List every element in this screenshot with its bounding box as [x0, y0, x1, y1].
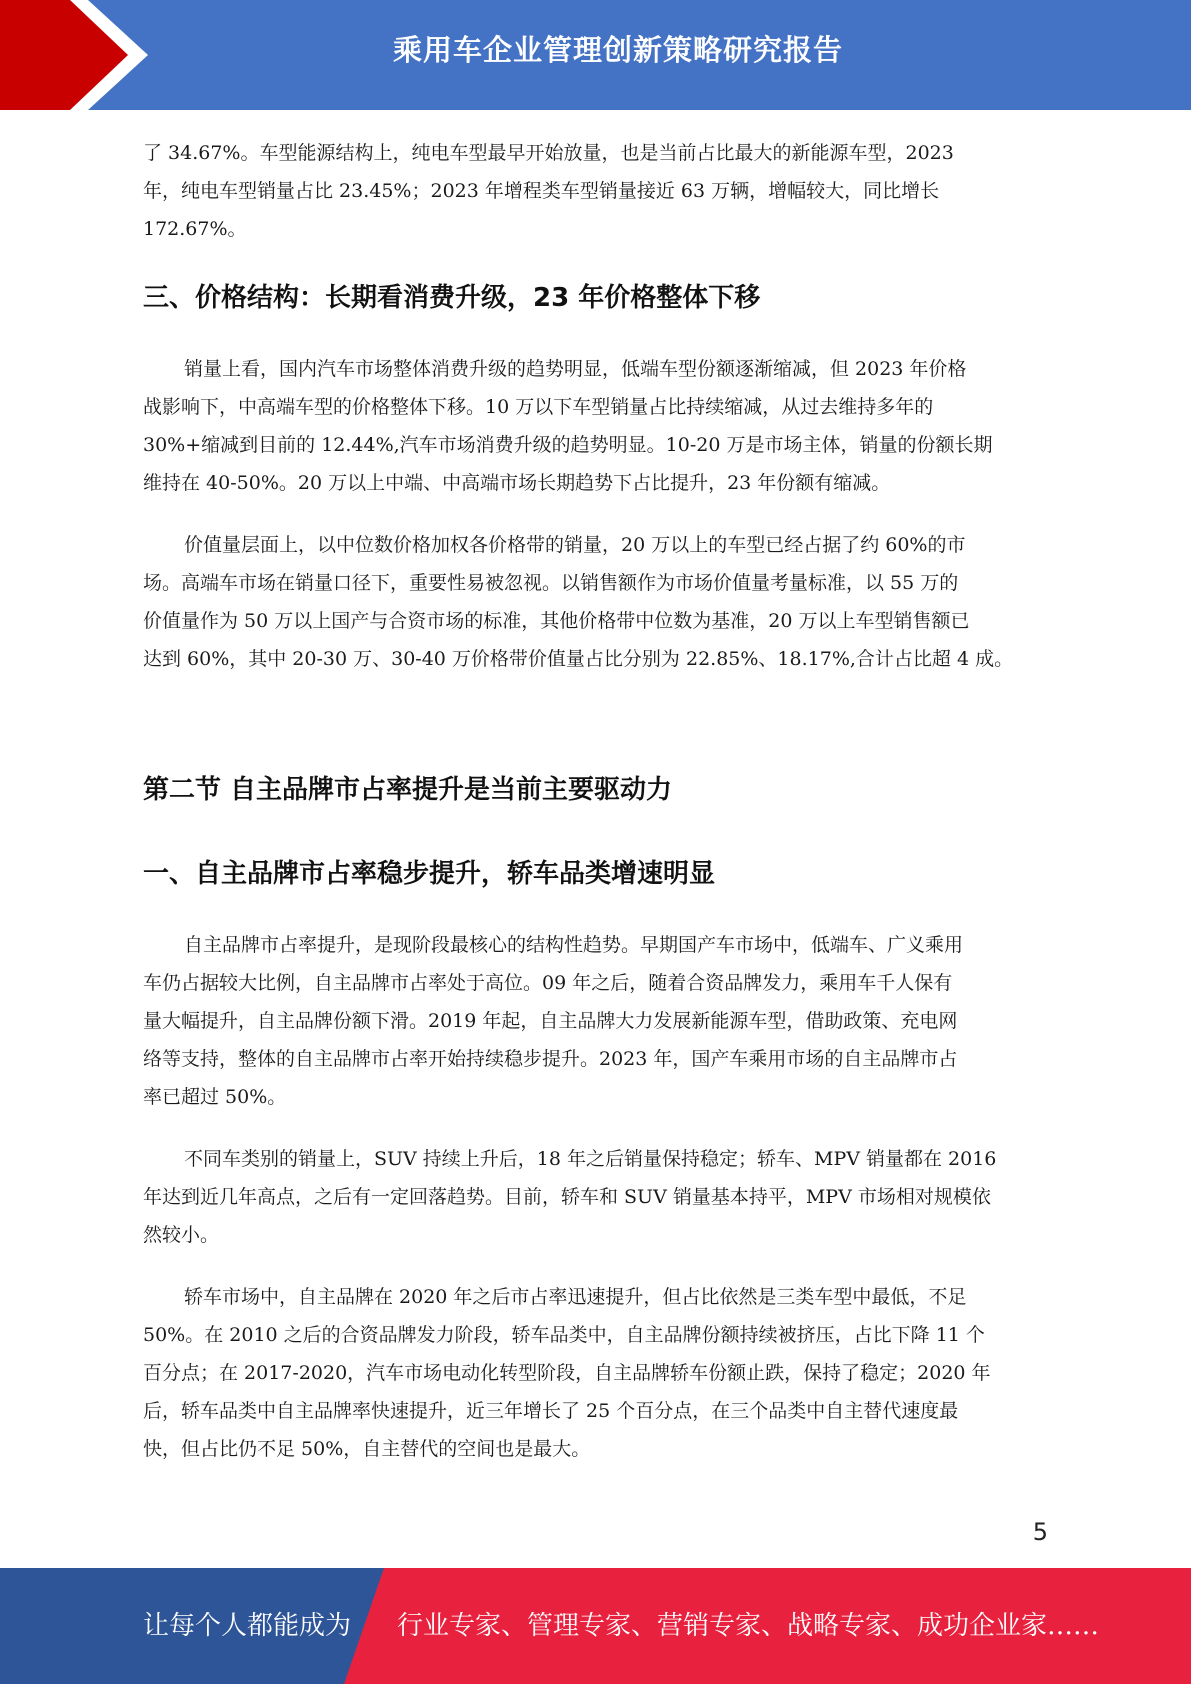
text-line: 络等支持，整体的自主品牌市占率开始持续稳步提升。2023 年，国产车乘用市场的自主品牌市占 — [143, 1048, 958, 1070]
text-line: 不同车类别的销量上，SUV 持续上升后，18 年之后销量保持稳定；轿车、MPV 销量都在 2016 — [184, 1148, 997, 1170]
text-line: 快，但占比仍不足 50%，自主替代的空间也是最大。 — [143, 1438, 591, 1460]
footer-slogan-right: 行业专家、管理专家、营销专家、战略专家、成功企业家…… — [397, 1611, 1100, 1641]
text-line: 战影响下，中高端车型的价格整体下移。10 万以下车型销量占比持续缩减，从过去维持多年的 — [143, 396, 934, 418]
text-line: 百分点；在 2017-2020，汽车市场电动化转型阶段，自主品牌轿车份额止跌，保持了稳定；2020 年 — [143, 1362, 991, 1384]
text-line: 年，纯电车型销量占比 23.45%；2023 年增程类车型销量接近 63 万辆，增幅较大，同比增长 — [143, 180, 940, 202]
text-line: 维持在 40-50%。20 万以上中端、中高端市场长期趋势下占比提升，23 年份额有缩减。 — [143, 472, 891, 494]
text-line: 率已超过 50%。 — [143, 1086, 287, 1108]
text-line: 172.67%。 — [143, 218, 247, 240]
price-paragraph-2 — [143, 526, 1048, 678]
text-line: 然较小。 — [143, 1224, 220, 1246]
text-line: 后，轿车品类中自主品牌率快速提升，近三年增长了 25 个百分点，在三个品类中自主替代速度最 — [143, 1400, 959, 1422]
text-line: 年达到近几年高点，之后有一定回落趋势。目前，轿车和 SUV 销量基本持平，MPV 市场相对规模依 — [143, 1186, 991, 1208]
text-line: 价值量作为 50 万以上国产与合资市场的标准，其他价格带中位数为基准，20 万以上车型销售额已 — [143, 610, 970, 632]
text-line: 轿车市场中，自主品牌在 2020 年之后市占率迅速提升，但占比依然是三类车型中最低，不足 — [184, 1286, 967, 1308]
heading-section-2: 第二节 自主品牌市占率提升是当前主要驱动力 — [143, 775, 673, 805]
document-title: 乘用车企业管理创新策略研究报告 — [392, 33, 843, 67]
brand-paragraph-3 — [143, 1278, 1048, 1468]
text-line: 30%+缩减到目前的 12.44%,汽车市场消费升级的趋势明显。10-20 万是市场主体，销量的份额长期 — [143, 434, 993, 456]
heading-brand-share: 一、自主品牌市占率稳步提升，轿车品类增速明显 — [143, 859, 716, 889]
heading-price-structure: 三、价格结构：长期看消费升级，23 年价格整体下移 — [143, 283, 761, 313]
text-line: 车仍占据较大比例，自主品牌市占率处于高位。09 年之后，随着合资品牌发力，乘用车千人保有 — [143, 972, 953, 994]
page-content — [143, 134, 1048, 1468]
text-line: 50%。在 2010 之后的合资品牌发力阶段，轿车品类中，自主品牌份额持续被挤压，占比下降 11 个 — [143, 1324, 985, 1346]
price-paragraph-1 — [143, 350, 1048, 502]
text-line: 量大幅提升，自主品牌份额下滑。2019 年起，自主品牌大力发展新能源车型，借助政策、充电网 — [143, 1010, 958, 1032]
brand-paragraph-2 — [143, 1140, 1048, 1254]
text-line: 了 34.67%。车型能源结构上，纯电车型最早开始放量，也是当前占比最大的新能源车型，2023 — [143, 142, 954, 164]
intro-paragraph — [143, 134, 1048, 248]
page-number: 5 — [1032, 1518, 1048, 1546]
text-line: 达到 60%，其中 20-30 万、30-40 万价格带价值量占比分别为 22.85%、18.17%,合计占比超 4 成。 — [143, 648, 1014, 670]
text-line: 自主品牌市占率提升，是现阶段最核心的结构性趋势。早期国产车市场中，低端车、广义乘用 — [184, 934, 964, 956]
page-header — [0, 0, 1191, 110]
footer-slogan-left: 让每个人都能成为 — [143, 1611, 352, 1641]
text-line: 价值量层面上，以中位数价格加权各价格带的销量，20 万以上的车型已经占据了约 60%的市 — [184, 534, 966, 556]
text-line: 销量上看，国内汽车市场整体消费升级的趋势明显，低端车型份额逐渐缩减，但 2023 年价格 — [184, 358, 967, 380]
page-footer — [0, 1568, 1191, 1684]
brand-paragraph-1 — [143, 926, 1048, 1116]
text-line: 场。高端车市场在销量口径下，重要性易被忽视。以销售额作为市场价值量考量标准，以 55 万的 — [143, 572, 959, 594]
